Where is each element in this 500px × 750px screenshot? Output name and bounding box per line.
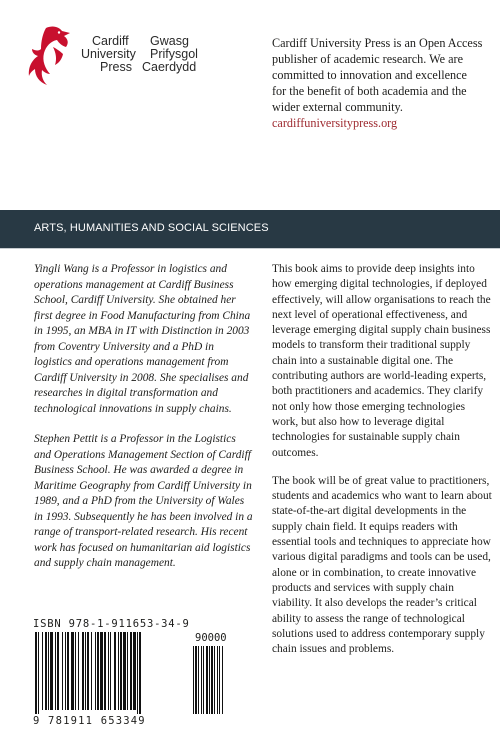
ean-number: 9 781911 653349 (33, 715, 146, 727)
book-description (272, 262, 492, 670)
barcode-bar (137, 632, 138, 714)
barcode-bar (104, 632, 106, 710)
description-paragraph: This book aims to provide deep insights into how emerging digital technologies, if deployed effectively, will allow organisations to reach the next level of operational effectiveness, and leverage emerging digital supply chain business models to transform their traditional supply chain into a sustainable digital one. The contributing authors are world-leading experts, both practitioners and academics. They clarify not only how those emerging technologies work, but also how to leverage digital technologies for sustainable supply chain outcomes. (272, 263, 491, 459)
barcode-bar (97, 632, 99, 710)
barcode-bar (48, 632, 49, 710)
isbn-label: ISBN 978-1-911653-34-9 (33, 618, 190, 630)
barcode-bars (33, 632, 240, 716)
barcode-bar (55, 632, 56, 710)
barcode-bar (133, 632, 136, 710)
logo-name-en: University (81, 47, 136, 61)
barcode-bar (114, 632, 116, 710)
barcode-addon-bar (211, 646, 213, 714)
barcode-bar (38, 632, 39, 714)
divider (0, 248, 500, 249)
barcode (33, 618, 240, 729)
author-bio: Yingli Wang is a Professor in logistics and operations management at Cardiff Business School, Cardiff University. She obtained her first degree in Food Manufacturing from China in 1995, an MBA in IT with Distinction in 2003 from Coventry University and a PhD in logistics and operations management from Cardiff University in 2008. She specialises and researches in digital transformation and technological innovations in supply chains. (34, 263, 251, 415)
press-website-link[interactable]: cardiffuniversitypress.org (272, 116, 398, 131)
header-area (0, 0, 500, 210)
barcode-addon-bar (203, 646, 204, 714)
barcode-bar (87, 632, 89, 710)
barcode-bar (57, 632, 59, 710)
barcode-bar (120, 632, 122, 710)
barcode-bar (35, 632, 37, 714)
barcode-addon-bar (214, 646, 215, 714)
barcode-addon-bar (222, 646, 223, 714)
author-bio: Stephen Pettit is a Professor in the Logistics and Operations Management Section of Cardiff Business School. He was awarded a degree in Maritime Geography from Cardiff University in 1989, and a PhD from the University of Wales in 1993. Subsequently he has been involved in a range of transport-related research. His recent work has focused on humanitarian aid logistics and supply chain management. (34, 433, 253, 569)
description-paragraph: The book will be of great value to practitioners, students and academics who want to learn about state-of-the-art digital developments in the supply chain field. It equips readers with essential tools and techniques to appreciate how various digital paradigms and tools can be used, alone or in combination, to create innovative products and services with supply chain viability. It also develops the reader’s critical ability to assess the range of technological solutions used to address contemporary supply chain issues and problems. (272, 474, 492, 656)
barcode-bar (123, 632, 126, 710)
barcode-addon-bar (201, 646, 202, 714)
barcode-addon-bar (195, 646, 197, 714)
barcode-bar (82, 632, 84, 710)
barcode-bar (130, 632, 132, 710)
barcode-bar (71, 632, 74, 710)
barcode-bar (100, 632, 103, 710)
barcode-bar (108, 632, 109, 710)
barcode-addon-bar (193, 646, 194, 714)
barcode-bar (67, 632, 69, 710)
price-code: 90000 (195, 632, 227, 644)
dragon-icon (26, 22, 88, 88)
barcode-bar (85, 632, 86, 710)
press-blurb-text: Cardiff University Press is an Open Access publisher of academic research. We are committed to innovation and excellence for the benefit of both academia and the wider external community. (272, 36, 483, 115)
subject-label: ARTS, HUMANITIES AND SOCIAL SCIENCES (34, 222, 269, 234)
author-bios (34, 262, 254, 587)
barcode-addon-bar (217, 646, 218, 714)
barcode-bar (110, 632, 111, 710)
logo-name-cy: Caerdydd (142, 60, 197, 74)
barcode-addon-bar (219, 646, 220, 714)
logo-name-cy: Prifysgol (150, 47, 198, 61)
logo-name-en: Cardiff (92, 34, 129, 48)
barcode-bar (139, 632, 141, 714)
subject-band (0, 210, 500, 248)
barcode-addon-bar (198, 646, 199, 714)
barcode-bar (91, 632, 92, 710)
barcode-bar (62, 632, 63, 710)
press-blurb (272, 35, 484, 132)
barcode-bar (45, 632, 47, 710)
logo-name-en: Press (100, 60, 132, 74)
barcode-bar (127, 632, 128, 710)
barcode-bar (50, 632, 53, 710)
logo-name-cy: Gwasg (150, 34, 189, 48)
barcode-bar (65, 632, 66, 710)
barcode-bar (42, 632, 43, 710)
publisher-logo[interactable] (26, 22, 216, 88)
barcode-bar (75, 632, 76, 710)
barcode-addon-bar (206, 646, 208, 714)
barcode-addon-bar (209, 646, 210, 714)
barcode-bar (78, 632, 79, 710)
barcode-bar (95, 632, 96, 710)
barcode-bar (118, 632, 119, 710)
